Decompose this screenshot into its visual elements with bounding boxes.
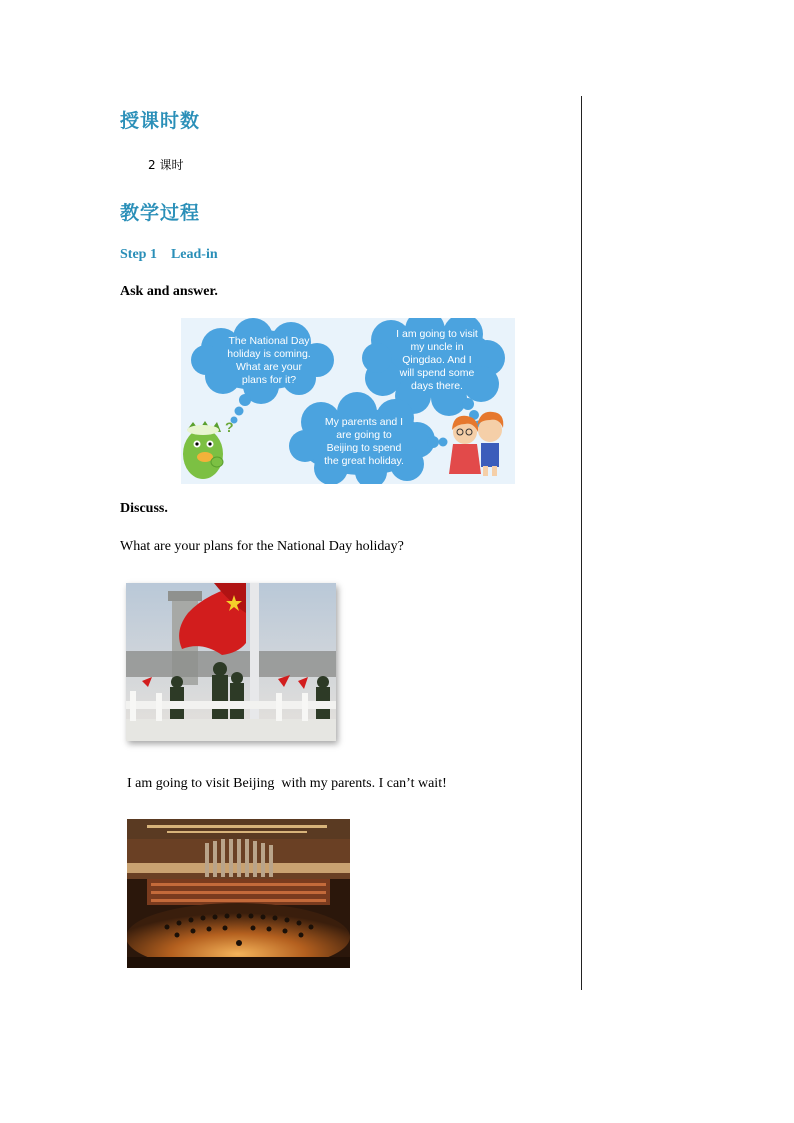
step1-heading bbox=[120, 247, 218, 263]
bubble1-line1: The National Day bbox=[228, 335, 310, 347]
hours-heading: 授课时数 bbox=[120, 110, 201, 132]
concert-hall-photo bbox=[127, 819, 350, 968]
step1-title: Lead-in bbox=[170, 247, 218, 262]
column-divider bbox=[581, 96, 582, 990]
bubble2-line3: Qingdao. And I bbox=[402, 354, 472, 366]
bubble1-line3: What are your bbox=[236, 361, 302, 373]
step1-label: Step 1 bbox=[120, 247, 157, 262]
photo1-caption: I am going to visit Beijing with my parents. I can’t wait! bbox=[127, 776, 447, 791]
bubble1-line2: holiday is coming. bbox=[227, 348, 311, 360]
bubble2-line2: my uncle in bbox=[410, 341, 464, 353]
bubble1-line4: plans for it? bbox=[241, 374, 297, 386]
bubble2-line4: will spend some bbox=[399, 367, 475, 379]
dialogue-illustration bbox=[181, 318, 515, 484]
bubble3-line4: the great holiday. bbox=[324, 455, 404, 467]
bubble3-line2: are going to bbox=[336, 429, 392, 441]
bubble2-line1: I am going to visit bbox=[396, 328, 478, 340]
process-heading: 教学过程 bbox=[120, 202, 201, 224]
bubble2-line5: days there. bbox=[411, 380, 463, 392]
discuss-label: Discuss. bbox=[120, 501, 168, 516]
svg-text:?: ? bbox=[225, 419, 234, 435]
flag-raising-photo bbox=[126, 583, 336, 741]
bubble3-line1: My parents and I bbox=[324, 416, 404, 428]
ask-and-answer-label: Ask and answer. bbox=[120, 284, 218, 299]
discussion-question: What are your plans for the National Day holiday? bbox=[120, 539, 404, 554]
bubble3-line3: Beijing to spend bbox=[326, 442, 402, 454]
hours-value: 2 课时 bbox=[148, 158, 184, 172]
